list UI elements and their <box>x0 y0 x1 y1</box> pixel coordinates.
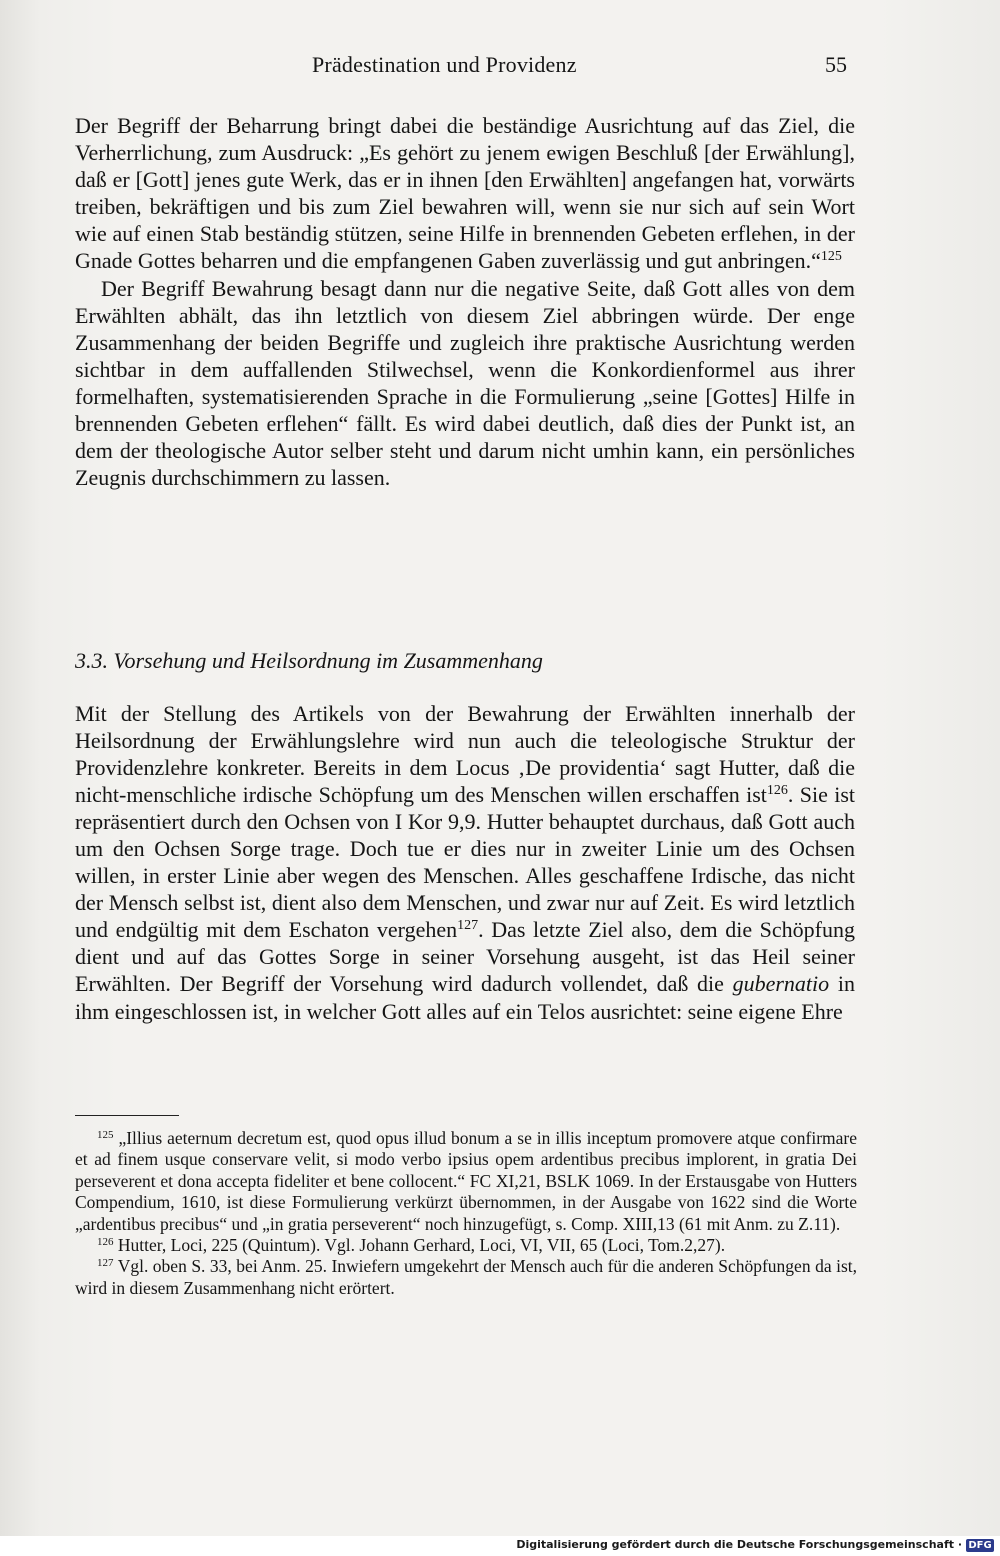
italic-term: gubernatio <box>732 971 830 997</box>
page-number: 55 <box>825 52 847 77</box>
dfg-logo-icon: DFG <box>966 1539 994 1552</box>
footnote-125 <box>75 1128 857 1235</box>
footnote-number: 127 <box>97 1257 114 1270</box>
footnote-ref-125[interactable]: 125 <box>820 249 842 265</box>
running-head <box>0 52 1000 86</box>
running-title: Prädestination und Providenz <box>312 52 577 77</box>
footnote-ref-127[interactable]: 127 <box>457 918 479 934</box>
footnote-text: Hutter, Loci, 225 (Quintum). Vgl. Johann Gerhard, Loci, VI, VII, 65 (Loci, Tom.2,27). <box>117 1235 726 1256</box>
digitization-footer <box>0 1536 1000 1556</box>
footnote-number: 126 <box>97 1236 114 1249</box>
footnote-ref-126[interactable]: 126 <box>766 783 788 799</box>
footnote-divider <box>75 1115 179 1116</box>
paragraph-text: Der Begriff der Beharrung bringt dabei die beständige Ausrichtung auf das Ziel, die Verherrlichung, zum Ausdruck: „Es gehört zu jenem ewigen Beschluß [der Erwählung], daß er [Gott] jenes gute Werk, das er in ihnen [den Erwählten] angefangen hat, vorwärts treiben, bekräftigen und bis zum Ziel bewahren will, wenn sie nur sich auf sein Wort wie auf einen Stab beständig stützen, seine Hilfe in brennenden Gebeten erflehen, in der Gnade Gottes beharren und die empfangenen Gaben zuverlässig und gut anbringen.“ <box>75 113 855 274</box>
body-section-1 <box>75 112 855 491</box>
section-heading: 3.3. Vorsehung und Heilsordnung im Zusammenhang <box>75 648 543 673</box>
footnote-number: 125 <box>97 1129 114 1141</box>
footnote-127 <box>75 1256 857 1299</box>
paragraph-text: in ihm eingeschlossen ist, in welcher Gott alles auf ein Telos ausrichtet: seine eigene Ehre <box>75 971 855 1024</box>
paragraph-bewahrung: Der Begriff Bewahrung besagt dann nur die negative Seite, daß Gott alles von dem Erwählten abhält, das ihn letztlich von diesem Ziel abbringen würde. Der enge Zusammenhang der beiden Begriffe und zugleich ihre praktische Ausrichtung werden sichtbar in dem auffallenden Stilwechsel, wenn die Konkordienformel aus ihrer formelhaften, systematisierenden Sprache in die Formulierung „seine [Gottes] Hilfe in brennenden Gebeten erflehen“ fällt. Es wird dabei deutlich, daß dies der Punkt ist, an dem der theologische Autor selber steht und darum nicht umhin kann, ein persönliches Zeugnis durchschimmern zu lassen. <box>75 275 855 491</box>
footnote-text: „Illius aeternum decretum est, quod opus illud bonum a se in illis inceptum promovere atque confirmare et ad finem usque conservare velit, si modo verbo ipsius opem ardentibus precibus implorent, in gratia Dei perseverent et dona accepta fideliter et bene collocent.“ FC XI,21, BSLK 1069. In der Erstausgabe von Hutters Compendium, 1610, ist diese Formulierung verkürzt übernommen, in der Ausgabe von 1622 sind die Worte „ardentibus precibus“ und „in gratia perseverent“ noch hinzugefügt, s. Comp. XIII,13 (61 mit Anm. zu Z.11). <box>75 1128 857 1234</box>
paragraph-text: Mit der Stellung des Artikels von der Bewahrung der Erwählten innerhalb der Heilsordnung der Erwählungslehre wird nun auch die teleologische Struktur der Providenzlehre konkreter. Bereits in dem Locus ‚De providentia‘ sagt Hutter, daß die nicht-menschliche irdische Schöpfung um des Menschen willen erschaffen ist <box>75 701 855 808</box>
body-section-2 <box>75 700 855 1025</box>
paragraph-heilsordnung <box>75 700 855 1025</box>
footnote-text: Vgl. oben S. 33, bei Anm. 25. Inwiefern umgekehrt der Mensch auch für die anderen Schöpfungen da ist, wird in diesem Zusammenhang nicht erörtert. <box>75 1256 857 1298</box>
paragraph-text: . Sie ist repräsentiert durch den Ochsen von I Kor 9,9. Hutter behauptet durchaus, daß Gott auch um den Ochsen Sorge trage. Doch tue er dies nur in zweiter Linie um des Ochsen willen, in erster Linie aber wegen des Menschen. Alles geschaffene Irdische, das nicht der Mensch selbst ist, dient also dem Menschen, und zwar nur auf Zeit. Es wird letztlich und endgültig mit dem Eschaton vergehen <box>75 782 855 943</box>
footnotes <box>75 1128 857 1299</box>
paragraph-beharrung <box>75 112 855 275</box>
paragraph-text: . Das letzte Ziel also, dem die Schöpfung dient und auf das Gottes Sorge in seiner Vorsehung ausgeht, ist das Heil seiner Erwählten. Der Begriff der Vorsehung wird dadurch vollendet, daß die <box>75 917 855 997</box>
footnote-126 <box>75 1235 857 1256</box>
dfg-credit: Digitalisierung gefördert durch die Deutsche Forschungsgemeinschaft · <box>516 1538 962 1551</box>
